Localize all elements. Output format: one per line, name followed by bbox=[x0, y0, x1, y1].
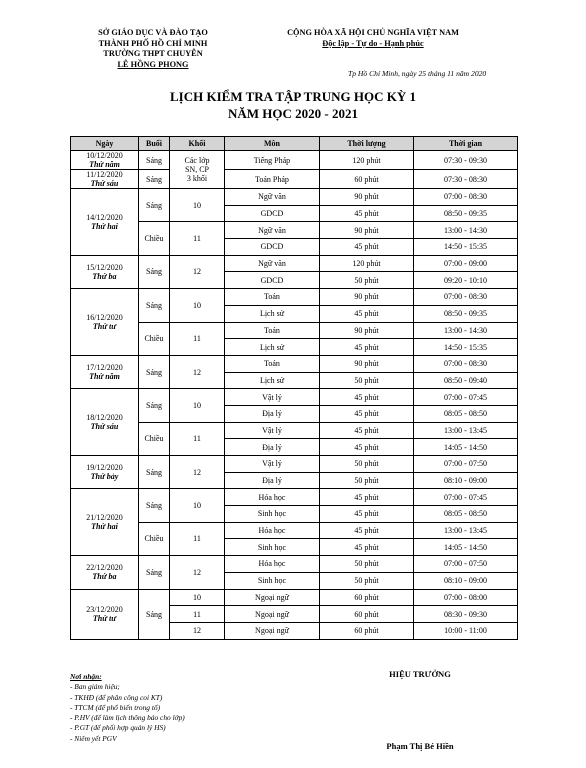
table-row bbox=[71, 222, 518, 239]
header-khoi: Khối bbox=[170, 137, 225, 151]
subject-cell: Sinh học bbox=[225, 506, 320, 523]
session-cell: Chiều bbox=[139, 422, 170, 455]
subject-cell: GDCD bbox=[225, 239, 320, 256]
table-row bbox=[71, 422, 518, 439]
grade-cell: 12 bbox=[170, 556, 225, 589]
table-row bbox=[71, 255, 518, 272]
duration-cell: 45 phút bbox=[320, 205, 414, 222]
duration-cell: 45 phút bbox=[320, 489, 414, 506]
session-cell: Sáng bbox=[139, 189, 170, 222]
subject-cell: GDCD bbox=[225, 272, 320, 289]
national-header bbox=[268, 28, 478, 49]
subject-cell: Vật lý bbox=[225, 389, 320, 406]
time-cell: 09:20 - 10:10 bbox=[414, 272, 518, 289]
day-cell bbox=[71, 556, 139, 589]
recipients-block bbox=[70, 672, 185, 744]
session-cell: Sáng bbox=[139, 556, 170, 589]
grade-cell: 12 bbox=[170, 355, 225, 388]
subject-cell: Toán bbox=[225, 322, 320, 339]
subject-cell: Lịch sử bbox=[225, 305, 320, 322]
issuing-authority-header bbox=[68, 28, 238, 70]
time-cell: 08:05 - 08:50 bbox=[414, 506, 518, 523]
duration-cell: 50 phút bbox=[320, 456, 414, 473]
day-date: 19/12/2020 bbox=[86, 463, 123, 473]
duration-cell: 45 phút bbox=[320, 305, 414, 322]
time-cell: 07:00 - 08:30 bbox=[414, 289, 518, 306]
header-thoi-luong: Thời lượng bbox=[320, 137, 414, 151]
subject-cell: Địa lý bbox=[225, 405, 320, 422]
document-date: Tp Hồ Chí Minh, ngày 25 tháng 11 năm 2020 bbox=[348, 69, 487, 78]
duration-cell: 45 phút bbox=[320, 422, 414, 439]
duration-cell: 90 phút bbox=[320, 322, 414, 339]
subject-cell: Toán bbox=[225, 289, 320, 306]
subject-cell: Hóa học bbox=[225, 522, 320, 539]
duration-cell: 50 phút bbox=[320, 572, 414, 589]
recipient-item: - P.HV (để làm lịch thông báo cho lớp) bbox=[70, 713, 185, 723]
subject-cell: Vật lý bbox=[225, 456, 320, 473]
header-mon: Môn bbox=[225, 137, 320, 151]
day-date: 10/12/2020 bbox=[86, 151, 123, 160]
day-cell bbox=[71, 389, 139, 456]
signature-name: Phạm Thị Bé Hiền bbox=[386, 741, 454, 751]
subject-cell: Ngoại ngữ bbox=[225, 622, 320, 639]
time-cell: 08:50 - 09:35 bbox=[414, 205, 518, 222]
day-weekday: Thứ tư bbox=[92, 614, 117, 624]
recipient-item: - Niêm yết PGV bbox=[70, 733, 117, 743]
duration-cell: 45 phút bbox=[320, 506, 414, 523]
time-cell: 13:00 - 13:45 bbox=[414, 422, 518, 439]
session-cell: Sáng bbox=[139, 355, 170, 388]
day-date: 11/12/2020 bbox=[86, 170, 123, 179]
grade-cell: 11 bbox=[170, 522, 225, 555]
day-date: 15/12/2020 bbox=[86, 262, 123, 272]
time-cell: 13:00 - 13:45 bbox=[414, 522, 518, 539]
session-cell: Chiều bbox=[139, 322, 170, 355]
subject-cell: Tiếng Pháp bbox=[225, 151, 320, 170]
table-row bbox=[71, 355, 518, 372]
table-row bbox=[71, 322, 518, 339]
grade-cell: 10 bbox=[170, 289, 225, 322]
day-date: 17/12/2020 bbox=[86, 363, 123, 373]
session-cell: Sáng bbox=[139, 151, 170, 170]
time-cell: 08:30 - 09:30 bbox=[414, 606, 518, 623]
table-row bbox=[71, 489, 518, 506]
subject-cell: Hóa học bbox=[225, 556, 320, 573]
time-cell: 14:50 - 15:35 bbox=[414, 339, 518, 356]
session-cell: Sáng bbox=[139, 456, 170, 489]
day-date: 21/12/2020 bbox=[86, 513, 123, 523]
grade-cell: 11 bbox=[170, 422, 225, 455]
grade-cell: 11 bbox=[170, 222, 225, 255]
duration-cell: 90 phút bbox=[320, 355, 414, 372]
time-cell: 07:00 - 07:50 bbox=[414, 556, 518, 573]
table-row bbox=[71, 522, 518, 539]
subject-cell: GDCD bbox=[225, 205, 320, 222]
duration-cell: 60 phút bbox=[320, 589, 414, 606]
subject-cell: Toán Pháp bbox=[225, 170, 320, 189]
national-motto: Độc lập - Tự do - Hạnh phúc bbox=[322, 38, 424, 48]
subject-cell: Ngữ văn bbox=[225, 189, 320, 206]
day-cell bbox=[71, 151, 139, 170]
day-weekday: Thứ hai bbox=[91, 221, 118, 231]
day-weekday: Thứ năm bbox=[89, 160, 120, 169]
duration-cell: 60 phút bbox=[320, 606, 414, 623]
recipient-item: - P.GT (để phối hợp quản lý HS) bbox=[70, 723, 166, 733]
school-year-title: NĂM HỌC 2020 - 2021 bbox=[228, 106, 358, 121]
day-date: 16/12/2020 bbox=[86, 313, 123, 322]
duration-cell: 90 phút bbox=[320, 189, 414, 206]
duration-cell: 120 phút bbox=[320, 255, 414, 272]
day-cell bbox=[71, 189, 139, 256]
session-cell: Sáng bbox=[139, 170, 170, 189]
table-row bbox=[71, 389, 518, 406]
day-weekday: Thứ bảy bbox=[90, 472, 119, 482]
day-weekday: Thứ ba bbox=[92, 572, 117, 582]
subject-cell: Ngoại ngữ bbox=[225, 589, 320, 606]
grade-cell: 12 bbox=[170, 456, 225, 489]
table-row bbox=[71, 151, 518, 170]
duration-cell: 60 phút bbox=[320, 170, 414, 189]
grade-cell: 10 bbox=[170, 489, 225, 522]
grade-cell: 12 bbox=[170, 622, 225, 639]
grade-cell: 11 bbox=[170, 606, 225, 623]
time-cell: 08:10 - 09:00 bbox=[414, 472, 518, 489]
day-cell bbox=[71, 456, 139, 489]
session-cell: Sáng bbox=[139, 289, 170, 322]
day-cell bbox=[71, 255, 139, 288]
duration-cell: 45 phút bbox=[320, 389, 414, 406]
table-row bbox=[71, 556, 518, 573]
day-weekday: Thứ năm bbox=[89, 372, 120, 382]
time-cell: 07:00 - 07:45 bbox=[414, 389, 518, 406]
time-cell: 07:30 - 09:30 bbox=[414, 151, 518, 170]
table-row bbox=[71, 189, 518, 206]
subject-cell: Lịch sử bbox=[225, 372, 320, 389]
table-row bbox=[71, 170, 518, 189]
city-name: THÀNH PHỐ HỒ CHÍ MINH bbox=[98, 38, 208, 48]
day-cell bbox=[71, 489, 139, 556]
day-date: 18/12/2020 bbox=[86, 413, 123, 423]
day-cell bbox=[71, 589, 139, 639]
time-cell: 07:00 - 08:30 bbox=[414, 355, 518, 372]
duration-cell: 90 phút bbox=[320, 289, 414, 306]
department-name: SỞ GIÁO DỤC VÀ ĐÀO TẠO bbox=[98, 28, 208, 37]
recipient-item: - TKHĐ (để phân công coi KT) bbox=[70, 692, 163, 702]
grade-cell: 11 bbox=[170, 322, 225, 355]
time-cell: 07:00 - 08:00 bbox=[414, 589, 518, 606]
duration-cell: 45 phút bbox=[320, 522, 414, 539]
grade-cell: 12 bbox=[170, 255, 225, 288]
time-cell: 07:30 - 08:30 bbox=[414, 170, 518, 189]
time-cell: 14:05 - 14:50 bbox=[414, 439, 518, 456]
grade-cell: 10 bbox=[170, 389, 225, 422]
duration-cell: 45 phút bbox=[320, 339, 414, 356]
time-cell: 08:50 - 09:35 bbox=[414, 305, 518, 322]
header-ngay: Ngày bbox=[71, 137, 139, 151]
day-weekday: Thứ ba bbox=[92, 271, 117, 281]
subject-cell: Sinh học bbox=[225, 572, 320, 589]
day-weekday: Thứ hai bbox=[91, 522, 118, 532]
grade-cell: 10 bbox=[170, 189, 225, 222]
country-name: CỘNG HÒA XÃ HỘI CHỦ NGHĨA VIỆT NAM bbox=[287, 28, 459, 37]
day-weekday: Thứ sáu bbox=[90, 422, 119, 432]
session-cell: Sáng bbox=[139, 255, 170, 288]
day-date: 22/12/2020 bbox=[86, 563, 123, 573]
day-cell bbox=[71, 170, 139, 189]
subject-cell: Lịch sử bbox=[225, 339, 320, 356]
subject-cell: Toán bbox=[225, 355, 320, 372]
duration-cell: 45 phút bbox=[320, 239, 414, 256]
subject-cell: Địa lý bbox=[225, 472, 320, 489]
duration-cell: 45 phút bbox=[320, 539, 414, 556]
time-cell: 07:00 - 07:50 bbox=[414, 456, 518, 473]
signature-title: HIỆU TRƯỞNG bbox=[389, 669, 451, 679]
recipient-item: - Ban giám hiệu; bbox=[70, 682, 120, 692]
subject-cell: Hóa học bbox=[225, 489, 320, 506]
session-cell: Chiều bbox=[139, 222, 170, 255]
day-date: 23/12/2020 bbox=[86, 605, 123, 615]
time-cell: 07:00 - 09:00 bbox=[414, 255, 518, 272]
duration-cell: 45 phút bbox=[320, 439, 414, 456]
school-name: LÊ HỒNG PHONG bbox=[117, 59, 189, 69]
recipients-title: Nơi nhận: bbox=[70, 672, 102, 681]
day-weekday: Thứ tư bbox=[92, 322, 117, 331]
time-cell: 14:05 - 14:50 bbox=[414, 539, 518, 556]
subject-cell: Ngữ văn bbox=[225, 222, 320, 239]
duration-cell: 120 phút bbox=[320, 151, 414, 170]
table-row bbox=[71, 589, 518, 606]
school-type: TRƯỜNG THPT CHUYÊN bbox=[103, 49, 203, 58]
duration-cell: 45 phút bbox=[320, 405, 414, 422]
table-row bbox=[71, 456, 518, 473]
time-cell: 08:05 - 08:50 bbox=[414, 405, 518, 422]
document-title: LỊCH KIỂM TRA TẬP TRUNG HỌC KỲ 1 bbox=[170, 89, 416, 104]
session-cell: Sáng bbox=[139, 389, 170, 422]
subject-cell: Ngữ văn bbox=[225, 255, 320, 272]
grade-cell: 10 bbox=[170, 589, 225, 606]
duration-cell: 90 phút bbox=[320, 222, 414, 239]
subject-cell: Địa lý bbox=[225, 439, 320, 456]
subject-cell: Vật lý bbox=[225, 422, 320, 439]
duration-cell: 60 phút bbox=[320, 622, 414, 639]
session-cell: Sáng bbox=[139, 589, 170, 639]
time-cell: 07:00 - 08:30 bbox=[414, 189, 518, 206]
header-buoi: Buổi bbox=[139, 137, 170, 151]
time-cell: 10:00 - 11:00 bbox=[414, 622, 518, 639]
duration-cell: 50 phút bbox=[320, 272, 414, 289]
time-cell: 14:50 - 15:35 bbox=[414, 239, 518, 256]
day-cell bbox=[71, 289, 139, 356]
time-cell: 08:50 - 09:40 bbox=[414, 372, 518, 389]
duration-cell: 50 phút bbox=[320, 556, 414, 573]
exam-schedule-table bbox=[70, 136, 518, 640]
grade-cell: Các lớp SN, CP 3 khối bbox=[170, 151, 225, 189]
time-cell: 07:00 - 07:45 bbox=[414, 489, 518, 506]
day-cell bbox=[71, 355, 139, 388]
recipient-item: - TTCM (để phổ biến trong tổ) bbox=[70, 702, 161, 712]
time-cell: 08:10 - 09:00 bbox=[414, 572, 518, 589]
day-weekday: Thứ sáu bbox=[90, 179, 119, 188]
duration-cell: 50 phút bbox=[320, 472, 414, 489]
header-thoi-gian: Thời gian bbox=[414, 137, 518, 151]
subject-cell: Sinh học bbox=[225, 539, 320, 556]
day-date: 14/12/2020 bbox=[86, 212, 123, 222]
session-cell: Chiều bbox=[139, 522, 170, 555]
duration-cell: 50 phút bbox=[320, 372, 414, 389]
subject-cell: Ngoại ngữ bbox=[225, 606, 320, 623]
time-cell: 13:00 - 14:30 bbox=[414, 222, 518, 239]
session-cell: Sáng bbox=[139, 489, 170, 522]
time-cell: 13:00 - 14:30 bbox=[414, 322, 518, 339]
table-row bbox=[71, 289, 518, 306]
table-header-row bbox=[71, 137, 518, 151]
